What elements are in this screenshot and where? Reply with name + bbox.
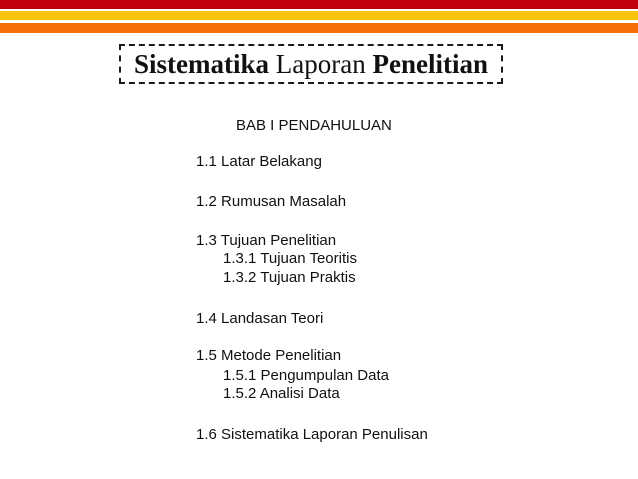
- title-part-2: Laporan: [275, 48, 366, 79]
- outline-item-1-2: 1.2 Rumusan Masalah: [196, 193, 347, 210]
- outline-item-1-4: 1.4 Landasan Teori: [196, 310, 324, 327]
- outline-item-1-6: 1.6 Sistematika Laporan Penulisan: [196, 426, 428, 443]
- title-part-1: Sistematika: [134, 48, 270, 79]
- chapter-heading: BAB I PENDAHULUAN: [236, 117, 392, 134]
- outline-item-1-3: 1.3 Tujuan Penelitian: [196, 232, 337, 249]
- outline-item-1-5: 1.5 Metode Penelitian: [196, 347, 342, 364]
- outline-subitem-1-3-2: 1.3.2 Tujuan Praktis: [223, 269, 356, 286]
- outline-item-1-1: 1.1 Latar Belakang: [196, 153, 322, 170]
- outline-subitem-1-5-1: 1.5.1 Pengumpulan Data: [223, 367, 389, 384]
- outline-subitem-1-5-2: 1.5.2 Analisi Data: [223, 385, 340, 402]
- outline-subitem-1-3-1: 1.3.1 Tujuan Teoritis: [223, 250, 357, 267]
- title-part-3: Penelitian: [372, 48, 488, 79]
